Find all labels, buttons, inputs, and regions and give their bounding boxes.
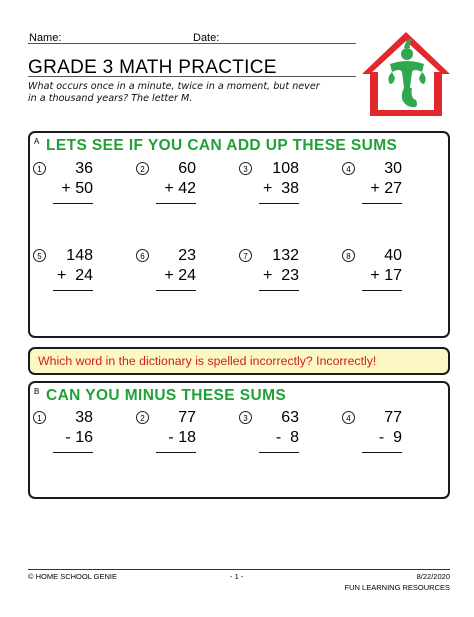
page-number: - 1 - — [230, 572, 244, 581]
problem-top-operand: 36 — [75, 160, 93, 177]
joke-banner: Which word in the dictionary is spelled incorrectly? Incorrectly! — [28, 347, 450, 375]
section-b-box — [28, 381, 450, 499]
footer-tagline: FUN LEARNING RESOURCES — [344, 583, 450, 592]
name-label: Name: — [29, 32, 62, 44]
problem-top-operand: 40 — [384, 247, 402, 264]
problem-top-operand: 63 — [281, 409, 299, 426]
problem-bottom-operand: + 24 — [164, 267, 196, 284]
header-rule — [28, 43, 356, 44]
date-label: Date: — [193, 32, 220, 44]
problem-top-operand: 38 — [75, 409, 93, 426]
problem-b3 — [239, 411, 319, 463]
problem-a1 — [33, 162, 113, 214]
problem-top-operand: 60 — [178, 160, 196, 177]
section-a-title: LETS SEE IF YOU CAN ADD UP THESE SUMS — [46, 137, 398, 154]
problem-number: 4 — [342, 162, 355, 175]
problem-number: 1 — [33, 411, 46, 424]
answer-line — [259, 203, 299, 204]
problem-a4 — [342, 162, 422, 214]
problem-bottom-operand: - 8 — [275, 429, 299, 446]
problem-a7 — [239, 249, 319, 301]
problem-bottom-operand: + 50 — [61, 180, 93, 197]
problem-number: 6 — [136, 249, 149, 262]
answer-line — [362, 452, 402, 453]
problem-a8 — [342, 249, 422, 301]
problem-bottom-operand: + 42 — [164, 180, 196, 197]
footer-copyright: © HOME SCHOOL GENIE — [28, 572, 118, 581]
answer-line — [362, 290, 402, 291]
problem-a5 — [33, 249, 113, 301]
answer-line — [259, 290, 299, 291]
problem-bottom-operand: + 38 — [262, 180, 299, 197]
answer-line — [156, 203, 196, 204]
problem-number: 5 — [33, 249, 46, 262]
problem-top-operand: 23 — [178, 247, 196, 264]
problem-number: 1 — [33, 162, 46, 175]
problem-top-operand: 108 — [272, 160, 299, 177]
problem-bottom-operand: + 24 — [56, 267, 93, 284]
answer-line — [259, 452, 299, 453]
section-a-box — [28, 131, 450, 338]
answer-line — [53, 203, 93, 204]
problem-bottom-operand: + 23 — [262, 267, 299, 284]
problem-top-operand: 30 — [384, 160, 402, 177]
answer-line — [362, 203, 402, 204]
answer-line — [156, 452, 196, 453]
answer-line — [53, 290, 93, 291]
problem-b4 — [342, 411, 422, 463]
section-b-title: CAN YOU MINUS THESE SUMS — [46, 387, 287, 404]
problem-top-operand: 132 — [272, 247, 299, 264]
page-title: GRADE 3 MATH PRACTICE — [28, 57, 277, 78]
problem-number: 2 — [136, 411, 149, 424]
answer-line — [53, 452, 93, 453]
problem-bottom-operand: - 16 — [65, 429, 93, 446]
problem-number: 3 — [239, 162, 252, 175]
riddle-text: What occurs once in a minute, twice in a moment, but never in a thousand years? The letter M. — [28, 81, 320, 104]
problem-bottom-operand: + 17 — [370, 267, 402, 284]
problem-bottom-operand: - 18 — [168, 429, 196, 446]
problem-a2 — [136, 162, 216, 214]
problem-a3 — [239, 162, 319, 214]
problem-number: 7 — [239, 249, 252, 262]
footer-rule — [28, 569, 450, 570]
problem-top-operand: 77 — [384, 409, 402, 426]
problem-number: 4 — [342, 411, 355, 424]
problem-bottom-operand: + 27 — [370, 180, 402, 197]
problem-number: 2 — [136, 162, 149, 175]
title-rule — [28, 76, 356, 77]
problem-b2 — [136, 411, 216, 463]
problem-bottom-operand: - 9 — [378, 429, 402, 446]
problem-b1 — [33, 411, 113, 463]
footer-date: 8/22/2020 — [416, 572, 450, 581]
problem-top-operand: 77 — [178, 409, 196, 426]
problem-number: 8 — [342, 249, 355, 262]
section-b-letter: B — [34, 387, 40, 396]
problem-a6 — [136, 249, 216, 301]
problem-number: 3 — [239, 411, 252, 424]
answer-line — [156, 290, 196, 291]
problem-top-operand: 148 — [66, 247, 93, 264]
house-genie-logo — [360, 28, 452, 120]
section-a-letter: A — [34, 137, 40, 146]
